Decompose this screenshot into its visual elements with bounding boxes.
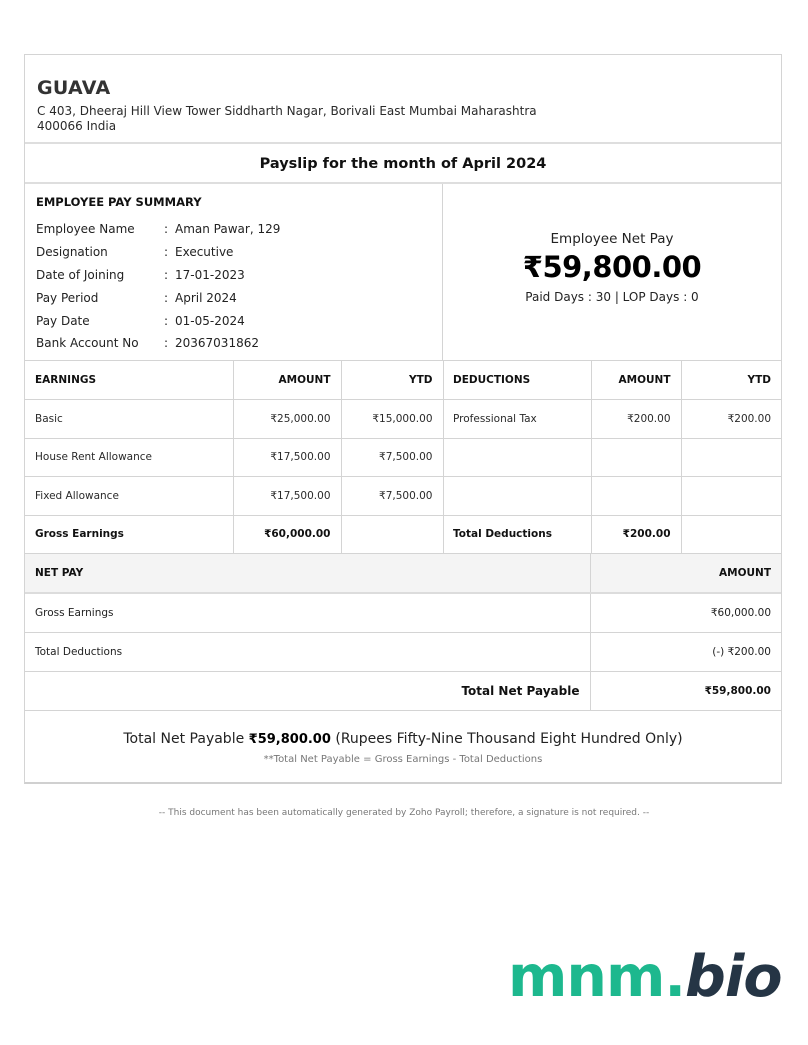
table-row [25, 400, 443, 439]
table-row [25, 593, 781, 632]
net-pay-row-amount: (-) ₹200.00 [590, 632, 781, 671]
summary-row-designation [36, 241, 442, 264]
table-row [25, 632, 781, 671]
org-address [37, 104, 537, 134]
words-amount: ₹59,800.00 [248, 731, 331, 747]
paid-days: Paid Days : 30 | LOP Days : 0 [525, 290, 699, 304]
deduction-amount [591, 477, 681, 516]
org-address-line2: 400066 India [37, 119, 117, 133]
table-header [443, 361, 781, 400]
total-net-payable-label: Total Net Payable [25, 671, 590, 710]
table-header [25, 554, 781, 593]
summary-row-bank-account [36, 332, 442, 355]
earnings-deductions [25, 361, 781, 554]
net-pay-label: Employee Net Pay [550, 231, 674, 247]
deduction-ytd: ₹200.00 [681, 400, 781, 439]
col-ytd: YTD [341, 361, 443, 400]
earning-amount: ₹25,000.00 [233, 400, 341, 439]
summary-label: Pay Period [36, 290, 99, 305]
gross-earnings-label: Gross Earnings [25, 515, 233, 554]
amount-in-words-text [25, 731, 781, 747]
earning-amount: ₹17,500.00 [233, 438, 341, 477]
summary-label: Pay Date [36, 313, 90, 328]
footer-note: -- This document has been automatically generated by Zoho Payroll; therefore, a signature is not required. -- [158, 808, 650, 818]
colon: : [164, 336, 169, 351]
summary-row-employee-name [36, 218, 442, 241]
watermark-part2: bio [685, 944, 782, 1010]
deduction-ytd [681, 477, 781, 516]
summary-row-date-of-joining [36, 264, 442, 287]
gross-earnings-ytd [341, 515, 443, 554]
colon: : [164, 222, 169, 237]
org-header [25, 55, 781, 144]
total-deductions-row [443, 515, 781, 554]
summary-value: 20367031862 [175, 336, 259, 351]
gross-earnings-amount: ₹60,000.00 [233, 515, 341, 554]
col-earnings: EARNINGS [25, 361, 233, 400]
summary-value: 17-01-2023 [175, 267, 245, 282]
deduction-name [443, 438, 591, 477]
colon: : [164, 290, 169, 305]
payslip [24, 54, 782, 784]
col-amount: AMOUNT [590, 554, 781, 593]
words-suffix: (Rupees Fifty-Nine Thousand Eight Hundred Only) [330, 730, 683, 747]
amount-in-words [25, 711, 781, 782]
summary-value: Aman Pawar, 129 [175, 222, 281, 237]
deduction-name: Professional Tax [443, 400, 591, 439]
col-net-pay: NET PAY [25, 554, 590, 593]
summary-value: 01-05-2024 [175, 313, 245, 328]
summary-heading: EMPLOYEE PAY SUMMARY [36, 195, 202, 209]
total-net-payable-row [25, 671, 781, 710]
deduction-name [443, 477, 591, 516]
earning-ytd: ₹7,500.00 [341, 438, 443, 477]
pay-summary [25, 184, 781, 361]
employee-details [25, 184, 443, 360]
org-address-line1: C 403, Dheeraj Hill View Tower Siddharth Nagar, Borivali East Mumbai Maharashtra [37, 104, 537, 118]
earning-name: Fixed Allowance [25, 477, 233, 516]
table-row [25, 477, 443, 516]
summary-value: April 2024 [175, 290, 237, 305]
earning-name: House Rent Allowance [25, 438, 233, 477]
net-pay-value: ₹59,800.00 [522, 250, 702, 284]
deduction-amount: ₹200.00 [591, 400, 681, 439]
total-net-payable-amount: ₹59,800.00 [590, 671, 781, 710]
words-prefix: Total Net Payable [123, 730, 249, 747]
net-pay-row-amount: ₹60,000.00 [590, 593, 781, 632]
formula-note: **Total Net Payable = Gross Earnings - Total Deductions [263, 753, 543, 765]
net-pay-row-label: Gross Earnings [25, 593, 590, 632]
earning-ytd: ₹7,500.00 [341, 477, 443, 516]
earning-amount: ₹17,500.00 [233, 477, 341, 516]
net-pay-table [25, 554, 781, 711]
table-row [443, 400, 781, 439]
summary-label: Employee Name [36, 222, 135, 237]
table-row [25, 438, 443, 477]
payslip-title: Payslip for the month of April 2024 [25, 144, 781, 184]
total-deductions-label: Total Deductions [443, 515, 591, 554]
deduction-amount [591, 438, 681, 477]
col-ytd: YTD [681, 361, 781, 400]
org-name: GUAVA [37, 77, 111, 99]
table-row [443, 438, 781, 477]
col-deductions: DEDUCTIONS [443, 361, 591, 400]
earnings-table [25, 361, 444, 554]
table-row [443, 477, 781, 516]
gross-earnings-row [25, 515, 443, 554]
total-deductions-amount: ₹200.00 [591, 515, 681, 554]
summary-row-pay-period [36, 286, 442, 309]
colon: : [164, 245, 169, 260]
colon: : [164, 267, 169, 282]
summary-row-pay-date [36, 309, 442, 332]
summary-label: Designation [36, 245, 108, 260]
deductions-table [443, 361, 781, 554]
net-pay-box [443, 184, 781, 360]
summary-label: Bank Account No [36, 336, 139, 351]
earning-ytd: ₹15,000.00 [341, 400, 443, 439]
deduction-ytd [681, 438, 781, 477]
net-pay-row-label: Total Deductions [25, 632, 590, 671]
table-header [25, 361, 443, 400]
colon: : [164, 313, 169, 328]
total-deductions-ytd [681, 515, 781, 554]
summary-value: Executive [175, 245, 234, 260]
summary-label: Date of Joining [36, 267, 125, 282]
watermark-logo [508, 943, 782, 1011]
watermark-part1: mnm. [508, 944, 686, 1010]
earning-name: Basic [25, 400, 233, 439]
col-amount: AMOUNT [233, 361, 341, 400]
col-amount: AMOUNT [591, 361, 681, 400]
